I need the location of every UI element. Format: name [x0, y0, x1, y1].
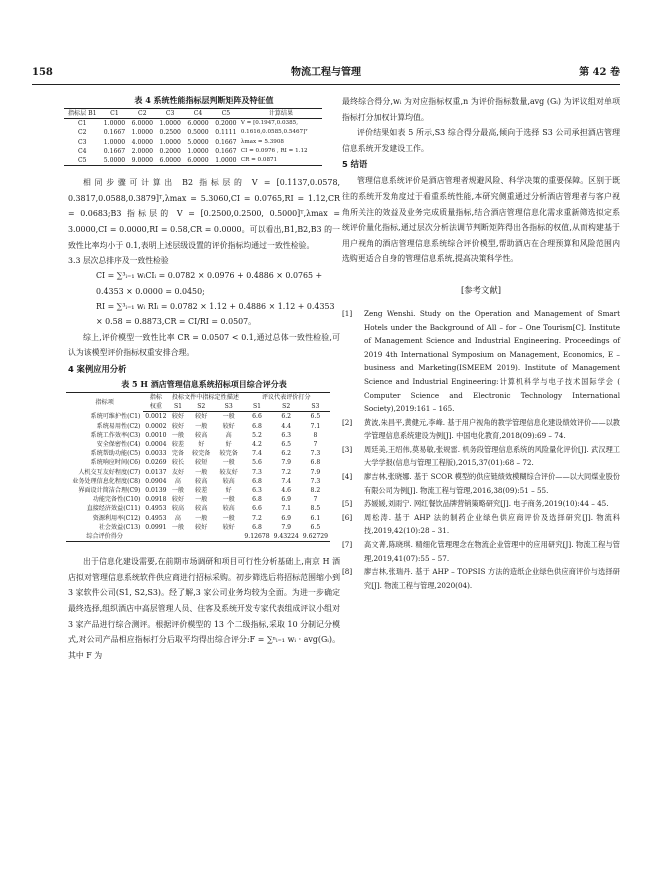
- table5-cell: 6.5: [310, 413, 321, 421]
- table5-cell: 7.2: [252, 514, 262, 522]
- table5-cell: 7.1: [310, 422, 321, 430]
- section-4-heading: 4 案例应用分析: [68, 364, 127, 374]
- table5-cell: 较高: [195, 505, 208, 513]
- table5-cell: 0.0269: [145, 459, 167, 467]
- table5-cell: 6.2: [281, 413, 292, 421]
- table4-cell: C3: [77, 138, 87, 146]
- table4-cell: V = [0.1947,0.0385,: [240, 120, 298, 127]
- table5-cell: 0.0139: [145, 487, 167, 495]
- reference-item: [342, 497, 620, 511]
- table5-header-row-1: [66, 393, 330, 403]
- reference-number: [1]: [342, 308, 353, 318]
- table5-cell: 一般: [222, 413, 235, 421]
- table4-cell: 2.0000: [131, 147, 153, 155]
- table5-cell: 一般: [171, 523, 185, 531]
- table4-cell: CR = 0.0871: [240, 156, 322, 166]
- reference-text: 黄波,朱昌平,黄健元,李峰. 基于用户视角的教学管理信息化建设绩效评价——以教学管理信息系统建设为例[J]. 中国电化教育,2018(09):69 – 74.: [364, 417, 620, 441]
- table4-cell: 1.0000: [103, 138, 126, 146]
- table4-cell: 0.2500: [159, 129, 181, 137]
- table5-cell: 0.0033: [145, 450, 167, 458]
- table5-header-cell: S3: [301, 402, 330, 412]
- table4-header-cell: 指标层 B1: [64, 109, 101, 119]
- table5-cell: 0.4953: [145, 505, 167, 513]
- table5-cell: 一般: [222, 514, 235, 522]
- table4-cell: 1.0000: [131, 129, 153, 137]
- table5-cell: 0.0012: [145, 413, 167, 421]
- table5-cell: 较好: [222, 523, 235, 531]
- table5-cell: 6.6: [252, 413, 262, 421]
- reference-list: [342, 307, 620, 592]
- paragraph-conclusion: 管理信息系统评价是酒店管理者规避风险、科学决策的重要保障。区别于既往的系统开发角度过于看重系统性能,本研究侧重通过分析酒店管理者与客户视角所关注的效益及业务完成质量指标,结合酒店管理信息化需求重新筛选拟定系统评价量化指标,通过层次分析法调节判断矩阵得出各指标的权值,从而构建基于用户视角的酒店管理信息系统综合评价模型,帮助酒店在合理预算和风险范围内选购更适合自身的管理信息系统,提高决策科学性。: [342, 176, 620, 264]
- table5-cell: 4.6: [281, 487, 292, 495]
- reference-text: 周松涛. 基于 AHP 法的制药企业绿色供应商评价及选择研究[J]. 物流科技,2019,42(10):28 – 31.: [364, 512, 620, 536]
- table5-cell: 6.8: [252, 422, 262, 430]
- table5-cell: 较好: [171, 422, 185, 430]
- reference-item: [342, 538, 620, 565]
- table5-cell: 6.6: [252, 505, 262, 513]
- equation-ri: RI = ∑³ᵢ₌₁ wᵢ RIᵢ = 0.0782 × 1.12 + 0.4886 × 1.12 + 0.4353 × 0.58 = 0.8873,CR = CI/RI = 0.0507。: [96, 302, 335, 327]
- table-row: [66, 468, 330, 477]
- table5-cell: 0.0904: [145, 477, 167, 485]
- table5-cell: 高: [174, 477, 182, 485]
- table5-cell: 业务处理信息化程度(C8): [72, 477, 141, 485]
- table5-head-indicator: 指标: [143, 393, 168, 403]
- table5-cell: 6.8: [310, 459, 321, 467]
- reference-item: [342, 416, 620, 443]
- table4-header-cell: C1: [101, 109, 129, 119]
- table5-cell: 0.0002: [145, 422, 167, 430]
- table5-total-value: 9.43224: [273, 533, 299, 541]
- table4-cell: λmax = 5.3908: [240, 138, 284, 145]
- table5-cell: 系统帮助功能(C5): [90, 450, 141, 458]
- table5-cell: 7.3: [310, 450, 321, 458]
- table4-cell: 0.5000: [187, 129, 209, 137]
- table4-cell: 0.1616,0.0585,0.5467]ᵀ: [240, 129, 308, 136]
- table5-cell: 较友好: [219, 468, 238, 476]
- table4-cell: 0.1111: [215, 129, 237, 137]
- table5-empty-cell: [215, 532, 242, 542]
- table5-total-row: [66, 532, 330, 542]
- table4-header-cell: C5: [212, 109, 240, 119]
- table4-header-cell: 计算结果: [240, 109, 322, 119]
- table-row: [64, 147, 322, 156]
- table4-cell: 6.0000: [156, 156, 184, 166]
- right-column: [342, 94, 620, 592]
- table5-cell: 一般: [195, 468, 208, 476]
- table4-header-cell: C4: [184, 109, 212, 119]
- table5-cell: 7.3: [252, 468, 262, 476]
- table4-cell: 1.0000: [159, 120, 181, 128]
- table5-cell: 6.5: [310, 523, 321, 531]
- table5-cell: 7.2: [281, 468, 292, 476]
- reference-item: [342, 470, 620, 497]
- reference-text: 廖吉林,张晓娜. 基于 SCOR 模型的供应链绩效模糊综合评价——以大同煤业股份有限公司为例[J]. 物流工程与管理,2016,38(09):51 – 55.: [364, 472, 620, 495]
- table5-total-value: 9.62729: [301, 532, 330, 542]
- table5-cell: 4.4: [281, 422, 292, 430]
- table5-header-cell: S1: [242, 402, 271, 412]
- table5-cell: 7.9: [281, 523, 292, 531]
- table5-cell: 6.9: [281, 514, 292, 522]
- table5-cell: 较好: [195, 523, 208, 531]
- table4-cell: 1.0000: [187, 147, 209, 155]
- references-title: [参考文献]: [460, 284, 502, 295]
- table4-cell: 0.1667: [103, 129, 126, 137]
- table5-cell: 高: [174, 514, 182, 522]
- table5-cell: 6.3: [281, 431, 292, 439]
- table4-cell: 9.0000: [128, 156, 156, 166]
- table5-cell: 0.0010: [145, 431, 167, 439]
- table5-cell: 较好: [171, 496, 185, 504]
- table5-cell: 7.1: [281, 505, 292, 513]
- left-column: [68, 94, 340, 663]
- reference-item: [342, 307, 620, 416]
- table-row: [64, 128, 322, 137]
- table5-cell: 8.2: [310, 487, 321, 495]
- table4-caption: 表 4 系统性能指标层判断矩阵及特征值: [134, 95, 274, 105]
- header-rule: [32, 84, 620, 85]
- table5-cell: 0.0137: [145, 468, 167, 476]
- table4-cell: CI = 0.0976 , RI = 1.12: [240, 147, 308, 154]
- table-row: [66, 486, 330, 495]
- table5-header-cell: 权重: [143, 402, 168, 412]
- table4-cell: 1.0000: [103, 120, 126, 128]
- table5-cell: 友好: [171, 468, 185, 476]
- table5-empty-cell: [188, 532, 215, 542]
- table5-header-cell: S2: [272, 402, 301, 412]
- table5-cell: 系统可维护性(C1): [90, 413, 141, 421]
- table5-cell: 较完备: [192, 450, 211, 458]
- table5-header-cell: S1: [168, 402, 187, 412]
- table5-cell: 8.5: [310, 505, 321, 513]
- table-row: [66, 514, 330, 523]
- table5-cell: 0.0918: [145, 496, 167, 504]
- paragraph-formula-explain: 最终综合得分,wᵢ 为对应指标权重,n 为评价指标数量,avg (Gᵢ) 为评议组对单项指标打分加权计算均值。: [342, 97, 620, 122]
- table-row: [66, 449, 330, 458]
- table5-cell: 较好: [171, 413, 185, 421]
- table4-cell: C5: [64, 156, 101, 166]
- reference-number: [7]: [342, 540, 353, 550]
- table-row: [66, 458, 330, 467]
- table4-cell: 5.0000: [101, 156, 129, 166]
- subsection-3-3: 3.3 层次总排序及一致性检验: [68, 256, 169, 266]
- table5-cell: 功能完备性(C10): [92, 496, 141, 504]
- table4-cell: 6.0000: [131, 120, 153, 128]
- table4-cell: 0.1667: [215, 138, 237, 146]
- table4-header-cell: C2: [128, 109, 156, 119]
- table5-cell: 一般: [222, 459, 235, 467]
- table5-cell: 一般: [195, 496, 208, 504]
- table-row: [66, 504, 330, 513]
- table5-header-cell: S2: [188, 402, 215, 412]
- table5-cell: 资源利用率(C12): [92, 514, 141, 522]
- table5-cell: 6.8: [252, 477, 262, 485]
- journal-title: 物流工程与管理: [291, 67, 361, 78]
- table5-cell: 一般: [222, 496, 235, 504]
- table5-cell: 较高: [171, 505, 185, 513]
- page-number: 158: [32, 67, 53, 78]
- table5-cell: 高: [225, 431, 232, 439]
- table5-cell: 系统响应时间(C6): [90, 459, 141, 467]
- table4-cell: 4.0000: [131, 138, 153, 146]
- reference-item: [342, 511, 620, 538]
- table5-cell: 0.4953: [145, 514, 167, 522]
- table5-cell: 8: [313, 431, 318, 439]
- table4-cell: 0.2000: [215, 120, 237, 128]
- table5-cell: 较差: [195, 487, 208, 495]
- table5-cell: 人机交互友好程度(C7): [78, 468, 141, 476]
- reference-item: [342, 565, 620, 592]
- table5-cell: 7.4: [252, 450, 262, 458]
- table-row: [64, 119, 322, 129]
- table-row: [66, 440, 330, 449]
- table5-cell: 一般: [171, 431, 185, 439]
- table5-cell: 好: [198, 441, 205, 449]
- reference-number: [8]: [342, 567, 353, 577]
- table4-cell: 5.0000: [187, 138, 209, 146]
- table5-cell: 6.3: [252, 487, 262, 495]
- table-row: [66, 431, 330, 440]
- table4-cell: 6.0000: [187, 120, 209, 128]
- table5-cell: 完备: [171, 450, 185, 458]
- table5-cell: 好: [225, 441, 232, 449]
- table4: [64, 108, 322, 166]
- table4-cell: C4: [77, 147, 87, 155]
- table4-cell: 6.0000: [184, 156, 212, 166]
- table5-cell: 安全保密性(C4): [96, 441, 141, 449]
- table5-head-item: 指标项: [66, 393, 143, 412]
- table5-cell: 较高: [222, 477, 235, 485]
- table5-cell: 7.9: [310, 468, 321, 476]
- table4-cell: C1: [77, 120, 87, 128]
- reference-text: 周廷美,王绍伟,莫易敏,张规雷. 机务段管理信息系统的风险量化评价[J]. 武汉理工大学学报(信息与管理工程版),2015,37(01):68 – 72.: [364, 444, 620, 468]
- reference-text: 廖吉林,张瑞丹. 基于 AHP – TOPSIS 方法的造纸企业绿色供应商评价与选择研究[J]. 物流工程与管理,2020(04).: [364, 567, 620, 590]
- table4-cell: 0.1667: [103, 147, 126, 155]
- table5-header-cell: S3: [215, 402, 242, 412]
- table-row: [64, 138, 322, 147]
- table5-cell: 0.0004: [145, 441, 167, 449]
- paragraph-b2-b3: 相同步骤可计算出 B2 指标层的 V = [0.1137,0.0578, 0.3817,0.0588,0.3879]ᵀ,λmax = 5.3060,CI = 0.0765,RI = 1.12,CR = 0.0683;B3 指标层的 V = [0.2500,0.2500, 0.5000]ᵀ,λmax = 3.0000,CI = 0.0000,RI = 0.58,CR = 0.0000。可以看出,B1,B2,B3 的一致性比率均小于 0.1,表明上述层级设置的评价指标均通过一致性检验。: [68, 178, 340, 250]
- table5-empty-cell: [168, 532, 187, 542]
- table5-cell: 较高: [195, 431, 208, 439]
- table5-cell: 系统工作效率(C3): [90, 431, 141, 439]
- table-row: [66, 422, 330, 431]
- table5-cell: 5.2: [252, 431, 262, 439]
- table5-empty-cell: [143, 532, 168, 542]
- table5-caption: 表 5 H 酒店管理信息系统招标项目综合评分表: [121, 379, 287, 389]
- table5-head-scores: 评议代表评价打分: [242, 393, 330, 403]
- paragraph-consistency: 综上,评价模型一致性比率 CR = 0.0507 < 0.1,通过总体一致性检验,可认为该模型评价指标权重安排合理。: [68, 332, 340, 358]
- table5-cell: 较高: [222, 505, 235, 513]
- table-row: [66, 477, 330, 486]
- table5-cell: 较差: [171, 441, 185, 449]
- table5-cell: 一般: [195, 422, 208, 430]
- table5-cell: 社会效益(C13): [98, 523, 141, 531]
- table5-total-value: 9.12678: [244, 533, 270, 541]
- table5-cell: 7.3: [310, 477, 321, 485]
- paragraph-results: 评价结果如表 5 所示,S3 综合得分最高,倾向于选择 S3 公司承担酒店管理信息系统开发建设工作。: [342, 128, 620, 153]
- table5-cell: 6.8: [252, 523, 262, 531]
- table5-cell: 较好: [195, 413, 208, 421]
- reference-text: 高文菁,陈晓琪. 精细化管理理念在物流企业管理中的应用研究[J]. 物流工程与管理,2019,41(07):55 – 57.: [364, 540, 620, 563]
- table5-cell: 直接经济效益(C11): [86, 505, 141, 513]
- table5-cell: 7: [313, 441, 318, 449]
- table5-cell: 较完备: [219, 450, 238, 458]
- table5-cell: 一般: [195, 514, 208, 522]
- reference-number: [3]: [342, 444, 353, 454]
- table4-cell: 0.1667: [215, 147, 237, 155]
- reference-number: [4]: [342, 472, 353, 482]
- reference-text: 苏媛媛,刘雨宁. 网红餐饮品牌营销策略研究[J]. 电子商务,2019(10):44 – 45.: [364, 499, 609, 509]
- reference-number: [6]: [342, 512, 353, 522]
- table5-cell: 7: [313, 496, 318, 504]
- table5-cell: 6.8: [252, 496, 262, 504]
- table5-cell: 5.6: [252, 459, 262, 467]
- table5-cell: 较短: [195, 459, 208, 467]
- table5-cell: 6.1: [310, 514, 321, 522]
- table5-cell: 系统易用性(C2): [96, 422, 141, 430]
- table5-cell: 较长: [171, 459, 185, 467]
- paragraph-case: 出于信息化建设需要,在前期市场调研和项目可行性分析基础上,南京 H 酒店拟对管理信息系统软件供应商进行招标采购。初步筛选后将招标范围缩小到 3 家软件公司(S1, S2,S3)。经了解,3 家公司业务均较为全面。为进一步确定最终选择,组织酒店中高层管理人员、住客及系统开发专家代表组成评议小组对 3 家产品进行综合测评。根据评价模型的 13 个二级指标,采取 10 分制记分模式,对公司产品相应指标打分后取平均得出综合评分:F = ∑ⁿᵢ₌₁ wᵢ · avg(Gᵢ)。其中 F 为: [68, 557, 340, 660]
- table4-cell: 1.0000: [159, 138, 181, 146]
- table5-head-description: 投标文件中指标定性描述: [168, 393, 242, 403]
- table4-cell: C2: [77, 129, 87, 137]
- table5-cell: 7.9: [281, 459, 292, 467]
- reference-number: [2]: [342, 417, 353, 427]
- table5-cell: 6.2: [281, 450, 292, 458]
- page-header: [32, 66, 620, 82]
- table-row: [66, 495, 330, 504]
- table5-cell: 一般: [171, 487, 185, 495]
- reference-number: [5]: [342, 499, 353, 509]
- table4-header-cell: C3: [156, 109, 184, 119]
- reference-item: [342, 443, 620, 470]
- table4-cell: 1.0000: [212, 156, 240, 166]
- table5-cell: 4.2: [252, 441, 262, 449]
- table5-cell: 较好: [222, 422, 235, 430]
- table5-cell: 6.9: [281, 496, 292, 504]
- table4-cell: 0.2000: [159, 147, 181, 155]
- table-row: [66, 412, 330, 422]
- table5-cell: 好: [225, 487, 232, 495]
- table5-cell: 7.4: [281, 477, 292, 485]
- table5-cell: 界面设计简洁合理(C9): [78, 487, 141, 495]
- table5-cell: 0.0991: [145, 523, 167, 531]
- table-row: [64, 156, 322, 166]
- table5: [66, 392, 330, 542]
- table4-header-row: [64, 109, 322, 119]
- volume-label: 第 42 卷: [579, 67, 620, 78]
- reference-text: Zeng Wenshi. Study on the Operation and Management of Smart Hotels under the Background of All – for – One Tourism[C]. Institute of Management Science and Industrial Engineering. Proceedings of 2019 4th International Symposium on Management, Economics, E – business and Marketing(ISMEEM 2019). Institute of Management Science and Industrial Engineering:计算机科学与电子技术国际学会 ( Computer Science and Electronic Technology International Society),2019:161 – 165.: [364, 308, 620, 414]
- table-row: [66, 523, 330, 532]
- table5-cell: 较高: [195, 477, 208, 485]
- table5-total-label: 综合评价得分: [66, 532, 143, 542]
- table5-cell: 6.5: [281, 441, 292, 449]
- section-5-heading: 5 结语: [342, 159, 368, 170]
- equation-ci: CI = ∑³ᵢ₌₁ wᵢCIᵢ = 0.0782 × 0.0976 + 0.4886 × 0.0765 + 0.4353 × 0.0000 = 0.0450;: [96, 271, 323, 296]
